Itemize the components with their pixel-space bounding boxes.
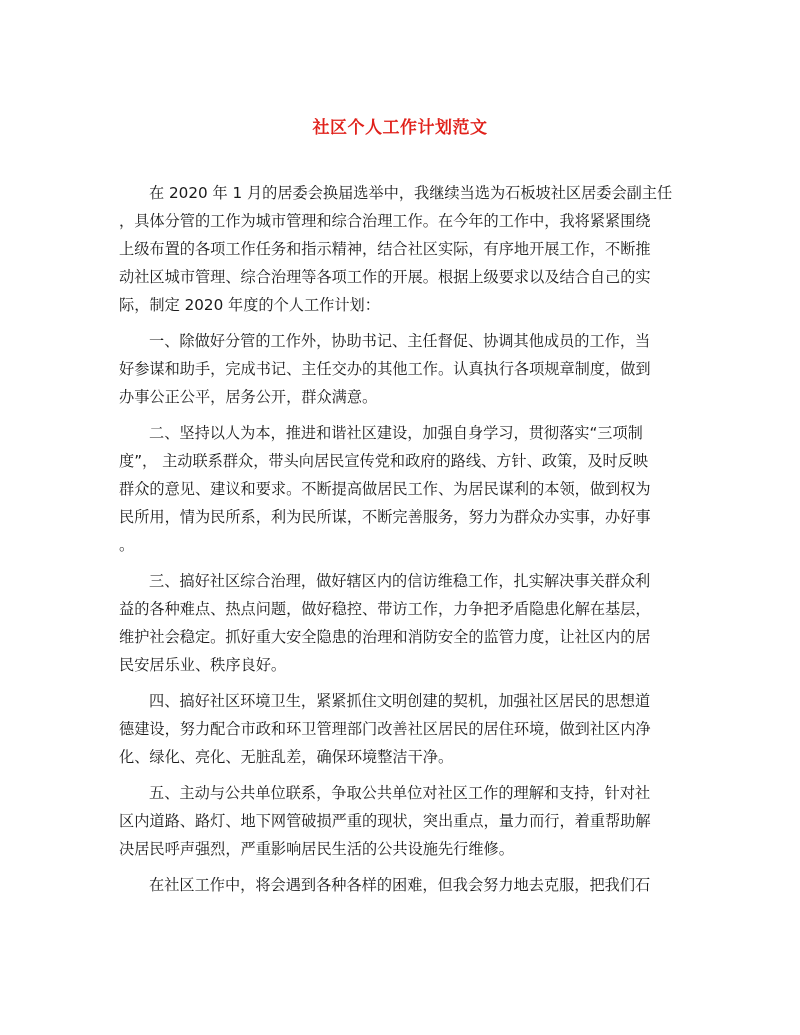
paragraph-line: 群众的意见、建议和要求。不断提高做居民工作、为居民谋利的本领，做到权为 [119,480,651,498]
paragraph-line: 二、坚持以人为本，推进和谐社区建设，加强自身学习，贯彻落实“三项制 [149,424,643,442]
paragraph-line: 化、绿化、亮化、无脏乱差，确保环境整洁干净。 [119,748,454,766]
paragraph-line: 四、搞好社区环境卫生，紧紧抓住文明创建的契机，加强社区居民的思想道 [149,692,651,710]
paragraph-item-3 [119,567,685,679]
paragraph-closing [119,871,685,899]
paragraph-line: 。 [119,536,135,554]
paragraph-line: 区内道路、路灯、地下网管破损严重的现状，突出重点，量力而行，着重帮助解 [119,812,651,830]
paragraph-item-4 [119,687,685,771]
document-title: 社区个人工作计划范文 [312,118,488,138]
paragraph-line: ，具体分管的工作为城市管理和综合治理工作。在今年的工作中，我将紧紧围绕 [119,212,651,230]
paragraph-line: 际，制定 2020 年度的个人工作计划： [119,296,380,314]
paragraph-line: 益的各种难点、热点问题，做好稳控、带访工作，力争把矛盾隐患化解在基层， [119,600,651,618]
paragraph-line: 在社区工作中，将会遇到各种各样的困难，但我会努力地去克服，把我们石 [149,876,651,894]
paragraph-line: 好参谋和助手，完成书记、主任交办的其他工作。认真执行各项规章制度，做到 [119,360,651,378]
paragraph-item-1 [119,327,685,411]
paragraph-line: 维护社会稳定。抓好重大安全隐患的治理和消防安全的监管力度，让社区内的居 [119,628,651,646]
paragraph-intro [119,179,685,319]
paragraph-line: 民所用，情为民所系，利为民所谋，不断完善服务，努力为群众办实事，办好事 [119,508,651,526]
paragraph-line: 度”， 主动联系群众，带头向居民宣传党和政府的路线、方针、政策，及时反映 [119,452,649,470]
paragraph-line: 上级布置的各项工作任务和指示精神，结合社区实际，有序地开展工作，不断推 [119,240,651,258]
paragraph-line: 决居民呼声强烈，严重影响居民生活的公共设施先行维修。 [119,840,514,858]
paragraph-line: 动社区城市管理、综合治理等各项工作的开展。根据上级要求以及结合自己的实 [119,268,651,286]
paragraph-line: 一、除做好分管的工作外，协助书记、主任督促、协调其他成员的工作，当 [149,332,651,350]
paragraph-line: 五、主动与公共单位联系，争取公共单位对社区工作的理解和支持，针对社 [149,784,651,802]
paragraph-line: 民安居乐业、秩序良好。 [119,656,287,674]
paragraph-item-5 [119,779,685,863]
paragraph-line: 办事公正公平，居务公开，群众满意。 [119,388,378,406]
paragraph-line: 三、搞好社区综合治理，做好辖区内的信访维稳工作，扎实解决事关群众利 [149,572,651,590]
document-body [119,179,685,899]
paragraph-line: 在 2020 年 1 月的居委会换届选举中，我继续当选为石板坡社区居委会副主任 [149,184,673,202]
paragraph-item-2 [119,419,685,559]
paragraph-line: 德建设，努力配合市政和环卫管理部门改善社区居民的居住环境，做到社区内净 [119,720,651,738]
